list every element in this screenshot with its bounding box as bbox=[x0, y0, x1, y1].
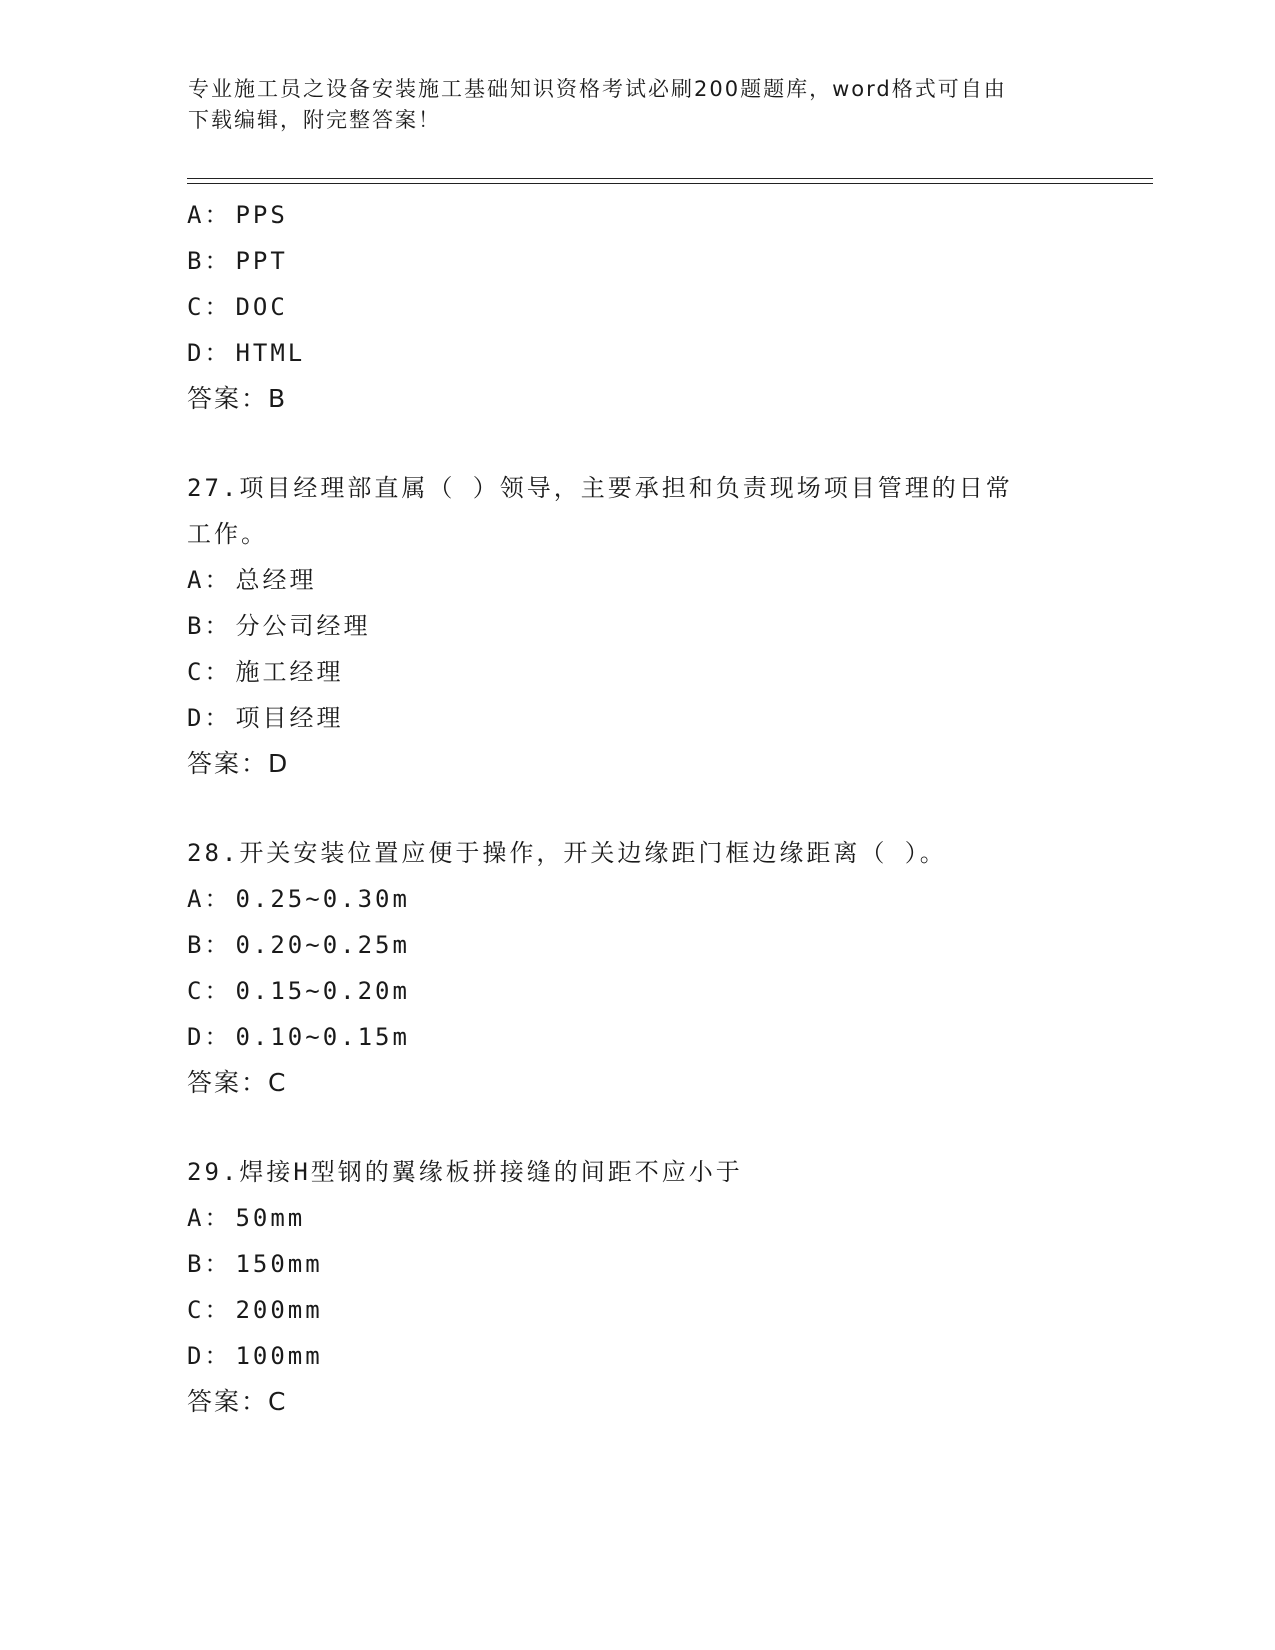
option-c bbox=[187, 968, 1087, 1014]
spacer bbox=[187, 787, 1087, 830]
answer-line: 答案：C bbox=[187, 1387, 288, 1416]
option-letter: A： bbox=[187, 566, 232, 594]
option-text: 100mm bbox=[235, 1342, 323, 1370]
option-text: 150mm bbox=[235, 1250, 323, 1278]
option-c bbox=[187, 1287, 1087, 1333]
option-letter: B： bbox=[187, 1250, 232, 1278]
option-d bbox=[187, 1333, 1087, 1379]
option-a bbox=[187, 557, 1087, 603]
question-title: 29.焊接H型钢的翼缘板拼接缝的间距不应小于 bbox=[187, 1158, 743, 1186]
option-b bbox=[187, 922, 1087, 968]
option-text: 0.20~0.25m bbox=[235, 931, 410, 959]
option-text: 50mm bbox=[235, 1204, 306, 1232]
document-header bbox=[188, 74, 1068, 136]
spacer bbox=[187, 422, 1087, 465]
option-letter: B： bbox=[187, 247, 232, 275]
option-letter: A： bbox=[187, 885, 232, 913]
option-letter: C： bbox=[187, 658, 232, 686]
header-line-2: 下载编辑，附完整答案！ bbox=[188, 108, 441, 132]
question-title: 28.开关安装位置应便于操作，开关边缘距门框边缘距离（ ）。 bbox=[187, 839, 947, 867]
option-letter: D： bbox=[187, 1023, 232, 1051]
option-text: 项目经理 bbox=[235, 704, 344, 732]
option-letter: C： bbox=[187, 977, 232, 1005]
answer-line: 答案：C bbox=[187, 1068, 288, 1097]
question-29 bbox=[187, 1149, 1087, 1425]
option-letter: A： bbox=[187, 1204, 232, 1232]
option-letter: A： bbox=[187, 201, 232, 229]
option-text: DOC bbox=[235, 293, 288, 321]
option-text: HTML bbox=[235, 339, 306, 367]
option-text: 总经理 bbox=[235, 566, 317, 594]
option-a bbox=[187, 1195, 1087, 1241]
option-text: 分公司经理 bbox=[235, 612, 371, 640]
spacer bbox=[187, 1106, 1087, 1149]
option-b bbox=[187, 238, 1087, 284]
option-letter: D： bbox=[187, 704, 232, 732]
option-text: 施工经理 bbox=[235, 658, 344, 686]
answer-line: 答案：B bbox=[187, 384, 288, 413]
option-letter: D： bbox=[187, 339, 232, 367]
option-c bbox=[187, 649, 1087, 695]
option-text: 0.25~0.30m bbox=[235, 885, 410, 913]
question-title-line-1: 27.项目经理部直属（ ）领导，主要承担和负责现场项目管理的日常 bbox=[187, 474, 1013, 502]
option-d bbox=[187, 1014, 1087, 1060]
option-a bbox=[187, 876, 1087, 922]
option-text: 200mm bbox=[235, 1296, 323, 1324]
option-letter: D： bbox=[187, 1342, 232, 1370]
header-divider-top bbox=[187, 178, 1153, 179]
option-text: PPS bbox=[235, 201, 288, 229]
option-letter: C： bbox=[187, 293, 232, 321]
option-letter: B： bbox=[187, 612, 232, 640]
option-letter: C： bbox=[187, 1296, 232, 1324]
option-a bbox=[187, 192, 1087, 238]
option-b bbox=[187, 603, 1087, 649]
option-c bbox=[187, 284, 1087, 330]
header-divider-bottom bbox=[187, 183, 1153, 184]
option-d bbox=[187, 330, 1087, 376]
question-27 bbox=[187, 465, 1087, 787]
option-b bbox=[187, 1241, 1087, 1287]
option-text: 0.15~0.20m bbox=[235, 977, 410, 1005]
answer-line: 答案：D bbox=[187, 749, 290, 778]
question-list bbox=[187, 192, 1087, 1425]
option-letter: B： bbox=[187, 931, 232, 959]
question-26 bbox=[187, 192, 1087, 422]
question-28 bbox=[187, 830, 1087, 1106]
option-d bbox=[187, 695, 1087, 741]
question-title-line-2: 工作。 bbox=[187, 520, 268, 548]
option-text: PPT bbox=[235, 247, 288, 275]
header-line-1: 专业施工员之设备安装施工基础知识资格考试必刷200题题库，word格式可自由 bbox=[188, 77, 1007, 101]
option-text: 0.10~0.15m bbox=[235, 1023, 410, 1051]
